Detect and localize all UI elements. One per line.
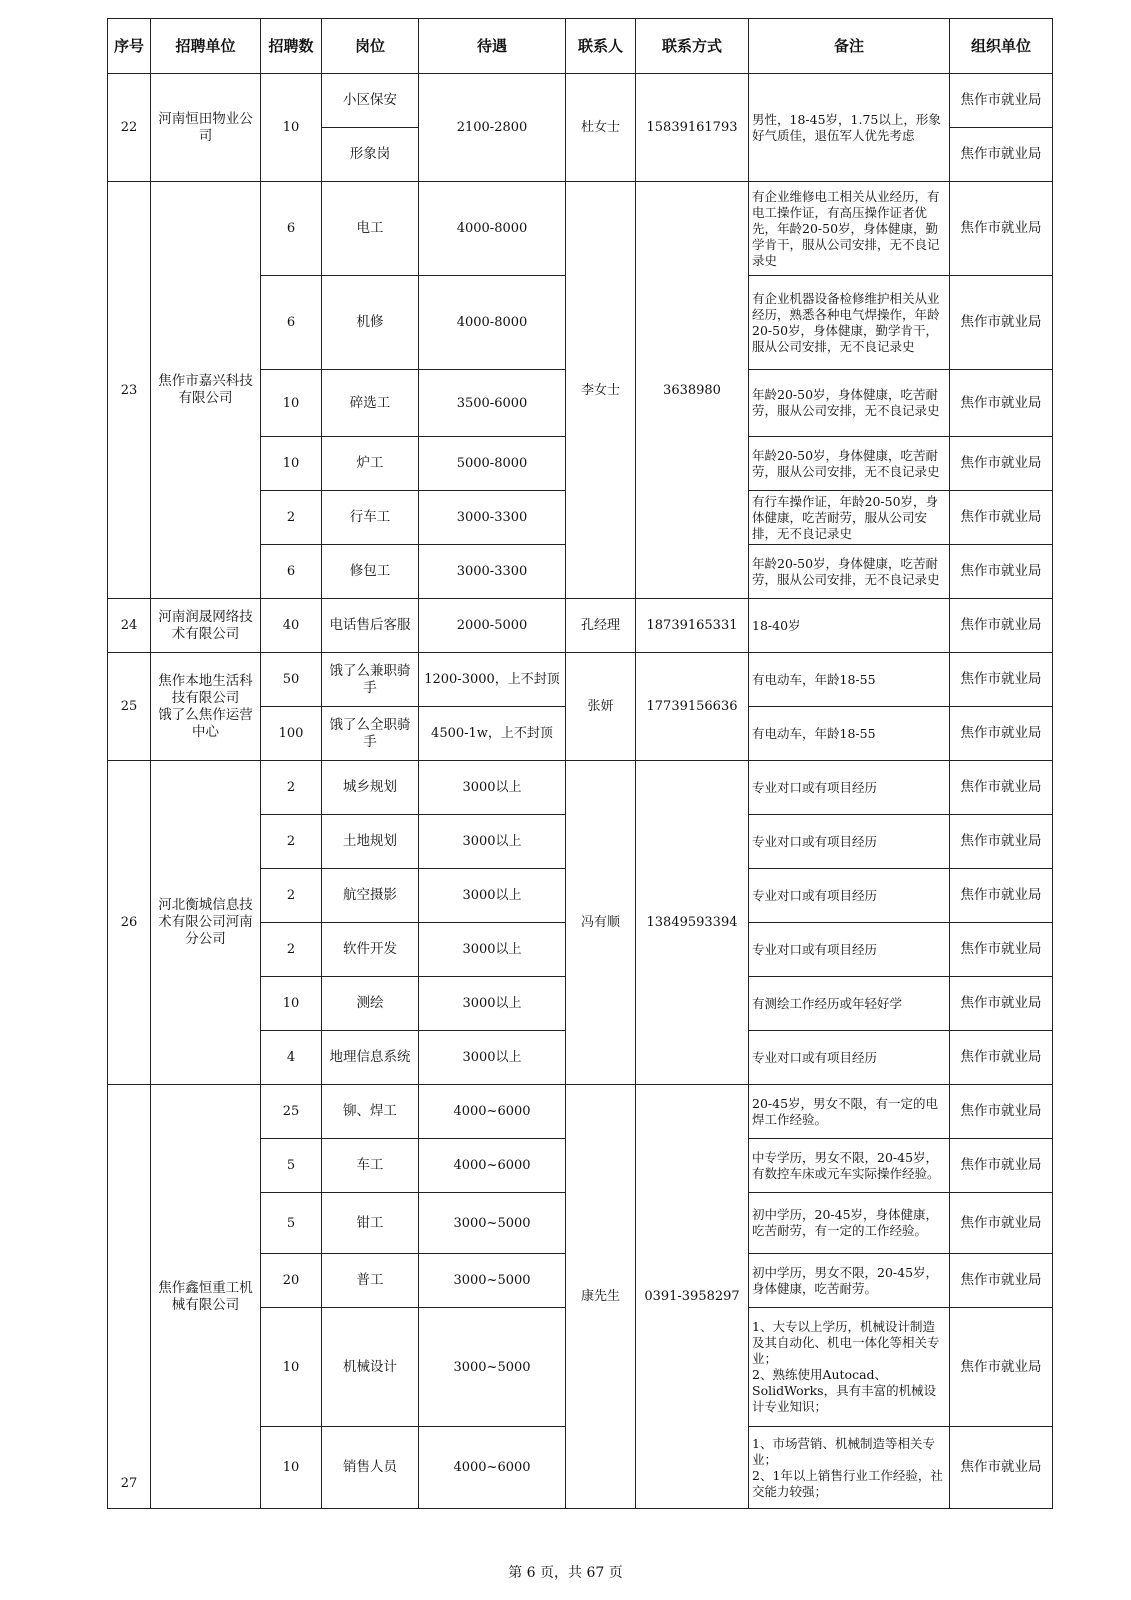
position: 饿了么兼职骑手: [322, 653, 419, 707]
position: 地理信息系统: [322, 1031, 419, 1085]
pay: 3000-3300: [419, 545, 566, 599]
pay: 4000-8000: [419, 276, 566, 370]
pay: 2100-2800: [419, 74, 566, 182]
organizer: 焦作市就业局: [950, 1193, 1053, 1254]
company-name: 河南恒田物业公司: [151, 74, 261, 182]
pay: 4000-8000: [419, 182, 566, 276]
pay: 5000-8000: [419, 437, 566, 491]
row-number: 27: [108, 1085, 151, 1509]
header-company: 招聘单位: [151, 19, 261, 74]
hire-count: 2: [261, 815, 322, 869]
company-name: 焦作本地生活科技有限公司 饿了么焦作运营中心: [151, 653, 261, 761]
notes: 男性，18-45岁，1.75以上，形象好气质佳，退伍军人优先考虑: [749, 74, 950, 182]
notes: 年龄20-50岁，身体健康，吃苦耐劳，服从公司安排，无不良记录史: [749, 437, 950, 491]
position: 小区保安: [322, 74, 419, 128]
position: 车工: [322, 1139, 419, 1193]
pay: 3000以上: [419, 815, 566, 869]
hire-count: 10: [261, 977, 322, 1031]
hire-count: 2: [261, 923, 322, 977]
hire-count: 40: [261, 599, 322, 653]
pay: 3000以上: [419, 869, 566, 923]
notes: 有行车操作证，年龄20-50岁，身体健康，吃苦耐劳，服从公司安排，无不良记录史: [749, 491, 950, 545]
hire-count: 10: [261, 1427, 322, 1509]
notes: 有测绘工作经历或年轻好学: [749, 977, 950, 1031]
header-count: 招聘数: [261, 19, 322, 74]
phone: 13849593394: [636, 761, 749, 1085]
pay: 4500-1w，上不封顶: [419, 707, 566, 761]
position: 铆、焊工: [322, 1085, 419, 1139]
organizer: 焦作市就业局: [950, 182, 1053, 276]
organizer: 焦作市就业局: [950, 491, 1053, 545]
position: 航空摄影: [322, 869, 419, 923]
company-name: 河北衡城信息技术有限公司河南分公司: [151, 761, 261, 1085]
position: 销售人员: [322, 1427, 419, 1509]
header-position: 岗位: [322, 19, 419, 74]
position: 电工: [322, 182, 419, 276]
organizer: 焦作市就业局: [950, 923, 1053, 977]
pay: 4000~6000: [419, 1085, 566, 1139]
position: 钳工: [322, 1193, 419, 1254]
organizer: 焦作市就业局: [950, 1139, 1053, 1193]
contact-person: 张妍: [566, 653, 636, 761]
position: 修包工: [322, 545, 419, 599]
header-pay: 待遇: [419, 19, 566, 74]
hire-count: 2: [261, 491, 322, 545]
organizer: 焦作市就业局: [950, 1031, 1053, 1085]
row-number: 23: [108, 182, 151, 599]
organizer: 焦作市就业局: [950, 599, 1053, 653]
hire-count: 50: [261, 653, 322, 707]
position: 软件开发: [322, 923, 419, 977]
header-phone: 联系方式: [636, 19, 749, 74]
position: 机械设计: [322, 1308, 419, 1427]
row-number: 26: [108, 761, 151, 1085]
position: 炉工: [322, 437, 419, 491]
phone: 0391-3958297: [636, 1085, 749, 1509]
hire-count: 2: [261, 761, 322, 815]
organizer: 焦作市就业局: [950, 437, 1053, 491]
notes: 1、大专以上学历，机械设计制造及其自动化、机电一体化等相关专业； 2、熟练使用Autocad、SolidWorks，具有丰富的机械设计专业知识；: [749, 1308, 950, 1427]
row-number: 25: [108, 653, 151, 761]
row-number: 24: [108, 599, 151, 653]
contact-person: 杜女士: [566, 74, 636, 182]
position: 城乡规划: [322, 761, 419, 815]
organizer: 焦作市就业局: [950, 1254, 1053, 1308]
pay: 3000~5000: [419, 1254, 566, 1308]
hire-count: 6: [261, 182, 322, 276]
hire-count: 10: [261, 1308, 322, 1427]
contact-person: 康先生: [566, 1085, 636, 1509]
notes: 中专学历，男女不限，20-45岁，有数控车床或元车实际操作经验。: [749, 1139, 950, 1193]
organizer: 焦作市就业局: [950, 1085, 1053, 1139]
table-body: [108, 74, 1053, 1509]
notes: 初中学历，男女不限，20-45岁，身体健康，吃苦耐劳。: [749, 1254, 950, 1308]
pay: 3500-6000: [419, 370, 566, 437]
notes: 20-45岁，男女不限，有一定的电焊工作经验。: [749, 1085, 950, 1139]
position: 形象岗: [322, 128, 419, 182]
position: 碎选工: [322, 370, 419, 437]
phone: 17739156636: [636, 653, 749, 761]
notes: 有企业维修电工相关从业经历，有电工操作证，有高压操作证者优先，年龄20-50岁，身体健康，勤学肯干，服从公司安排，无不良记录史: [749, 182, 950, 276]
company-name: 焦作市嘉兴科技有限公司: [151, 182, 261, 599]
table-row: [108, 761, 1053, 815]
notes: 专业对口或有项目经历: [749, 1031, 950, 1085]
hire-count: 25: [261, 1085, 322, 1139]
position: 饿了么全职骑手: [322, 707, 419, 761]
organizer: 焦作市就业局: [950, 1308, 1053, 1427]
pay: 4000~6000: [419, 1427, 566, 1509]
organizer: 焦作市就业局: [950, 370, 1053, 437]
position: 机修: [322, 276, 419, 370]
hire-count: 6: [261, 276, 322, 370]
organizer: 焦作市就业局: [950, 815, 1053, 869]
position: 电话售后客服: [322, 599, 419, 653]
company-name: 河南润晟网络技术有限公司: [151, 599, 261, 653]
pay: 3000以上: [419, 761, 566, 815]
hire-count: 10: [261, 437, 322, 491]
organizer: 焦作市就业局: [950, 707, 1053, 761]
position: 土地规划: [322, 815, 419, 869]
notes: 年龄20-50岁，身体健康，吃苦耐劳，服从公司安排，无不良记录史: [749, 370, 950, 437]
table-row: [108, 74, 1053, 128]
pay: 3000~5000: [419, 1308, 566, 1427]
contact-person: 孔经理: [566, 599, 636, 653]
organizer: 焦作市就业局: [950, 977, 1053, 1031]
notes: 有电动车，年龄18-55: [749, 653, 950, 707]
position: 普工: [322, 1254, 419, 1308]
contact-person: 冯有顺: [566, 761, 636, 1085]
hire-count: 2: [261, 869, 322, 923]
notes: 18-40岁: [749, 599, 950, 653]
hire-count: 20: [261, 1254, 322, 1308]
organizer: 焦作市就业局: [950, 276, 1053, 370]
hire-count: 5: [261, 1193, 322, 1254]
table-row: [108, 599, 1053, 653]
header-org: 组织单位: [950, 19, 1053, 74]
position: 测绘: [322, 977, 419, 1031]
notes: 1、市场营销、机械制造等相关专业； 2、1年以上销售行业工作经验，社交能力较强；: [749, 1427, 950, 1509]
header-no: 序号: [108, 19, 151, 74]
notes: 年龄20-50岁，身体健康，吃苦耐劳，服从公司安排，无不良记录史: [749, 545, 950, 599]
notes: 专业对口或有项目经历: [749, 869, 950, 923]
hire-count: 10: [261, 370, 322, 437]
organizer: 焦作市就业局: [950, 545, 1053, 599]
table-row: [108, 1085, 1053, 1139]
phone: 3638980: [636, 182, 749, 599]
phone: 15839161793: [636, 74, 749, 182]
pay: 3000以上: [419, 923, 566, 977]
notes: 初中学历，20-45岁，身体健康，吃苦耐劳，有一定的工作经验。: [749, 1193, 950, 1254]
organizer: 焦作市就业局: [950, 761, 1053, 815]
row-number: 22: [108, 74, 151, 182]
header-notes: 备注: [749, 19, 950, 74]
company-name: 焦作鑫恒重工机械有限公司: [151, 1085, 261, 1509]
pay: 1200-3000，上不封顶: [419, 653, 566, 707]
organizer: 焦作市就业局: [950, 1427, 1053, 1509]
hire-count: 10: [261, 74, 322, 182]
organizer: 焦作市就业局: [950, 128, 1053, 182]
hire-count: 100: [261, 707, 322, 761]
pay: 3000~5000: [419, 1193, 566, 1254]
phone: 18739165331: [636, 599, 749, 653]
hire-count: 4: [261, 1031, 322, 1085]
table-header: [108, 19, 1053, 74]
notes: 专业对口或有项目经历: [749, 815, 950, 869]
recruitment-table: [107, 18, 1053, 1509]
page-number: 第 6 页，共 67 页: [508, 1565, 623, 1581]
notes: 专业对口或有项目经历: [749, 761, 950, 815]
hire-count: 6: [261, 545, 322, 599]
organizer: 焦作市就业局: [950, 869, 1053, 923]
notes: 专业对口或有项目经历: [749, 923, 950, 977]
pay: 3000-3300: [419, 491, 566, 545]
pay: 4000~6000: [419, 1139, 566, 1193]
contact-person: 李女士: [566, 182, 636, 599]
pay: 2000-5000: [419, 599, 566, 653]
notes: 有电动车，年龄18-55: [749, 707, 950, 761]
position: 行车工: [322, 491, 419, 545]
pay: 3000以上: [419, 1031, 566, 1085]
header-contact: 联系人: [566, 19, 636, 74]
pay: 3000以上: [419, 977, 566, 1031]
hire-count: 5: [261, 1139, 322, 1193]
notes: 有企业机器设备检修维护相关从业经历，熟悉各种电气焊操作，年龄20-50岁，身体健康，勤学肯干，服从公司安排，无不良记录史: [749, 276, 950, 370]
table-row: [108, 653, 1053, 707]
organizer: 焦作市就业局: [950, 653, 1053, 707]
table-row: [108, 182, 1053, 276]
organizer: 焦作市就业局: [950, 74, 1053, 128]
